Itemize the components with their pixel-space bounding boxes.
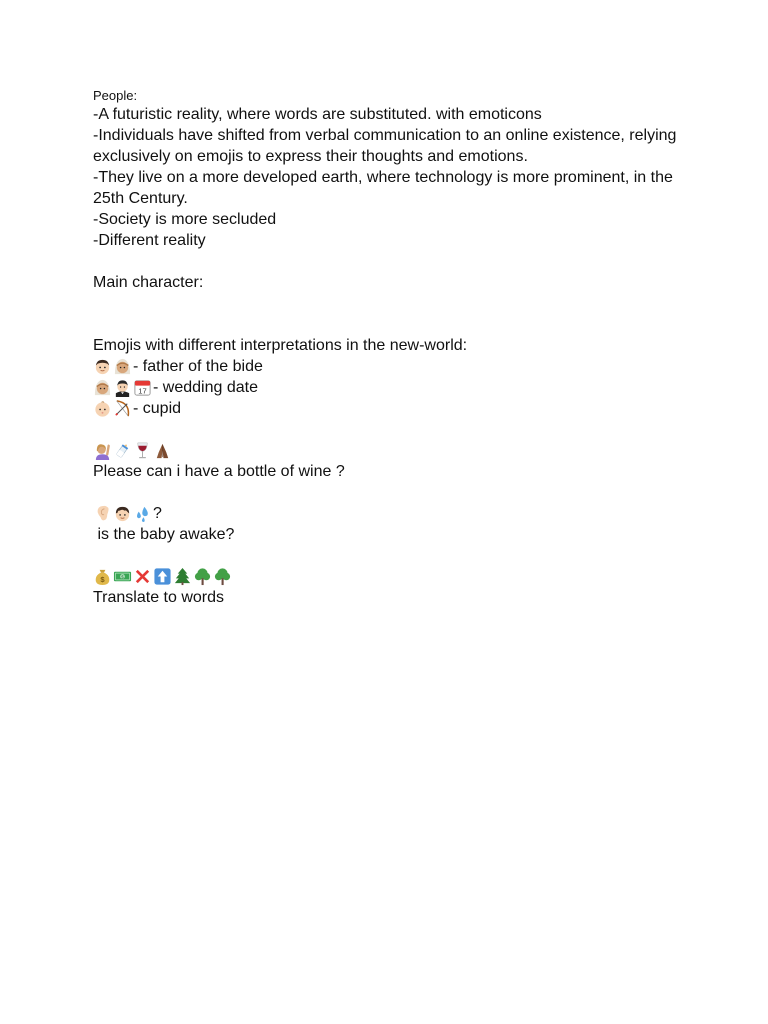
people-heading: People: [93, 88, 138, 103]
svg-text:$: $ [100, 575, 105, 585]
people-line-3: -They live on a more developed earth, where technology is more prominent, in the 25th Century. [93, 169, 673, 207]
emoji-row-father-of-bride [93, 356, 693, 377]
spacer [93, 314, 693, 335]
ear-icon [93, 504, 112, 523]
wine-glass-icon [133, 441, 152, 460]
person-in-tuxedo-icon [113, 378, 132, 397]
baby-icon [93, 399, 112, 418]
people-line-5: -Different reality [93, 232, 206, 249]
emoji-meaning: - father of the bide [133, 358, 263, 375]
deciduous-tree-icon [213, 567, 232, 586]
svg-text:$: $ [121, 575, 124, 581]
evergreen-tree-icon [173, 567, 192, 586]
emoji-meaning: - wedding date [153, 379, 258, 396]
example-1-translation: Please can i have a bottle of wine ? [93, 463, 345, 480]
people-line-1: -A futuristic reality, where words are substituted. with emoticons [93, 106, 542, 123]
up-arrow-icon [153, 567, 172, 586]
emoji-row-wedding-date [93, 377, 693, 398]
question-mark: ? [153, 505, 162, 522]
deciduous-tree-icon [193, 567, 212, 586]
folded-hands-icon [153, 441, 172, 460]
boy-icon [113, 504, 132, 523]
example-3-prompt: Translate to words [93, 589, 225, 606]
spacer [93, 293, 693, 314]
spacer [93, 545, 693, 566]
man-icon [93, 357, 112, 376]
example-2-emoji-row [93, 503, 693, 524]
document-page [93, 87, 693, 608]
emoji-row-cupid [93, 398, 693, 419]
svg-text:17: 17 [138, 386, 147, 396]
cross-mark-icon [133, 567, 152, 586]
sweat-droplets-icon [133, 504, 152, 523]
spacer [93, 482, 693, 503]
bride-with-veil-icon [93, 378, 112, 397]
emojis-heading: Emojis with different interpretations in the new-world: [93, 337, 468, 354]
main-character-label: Main character: [93, 274, 204, 291]
emoji-meaning: - cupid [133, 400, 182, 417]
bow-and-arrow-icon [113, 399, 132, 418]
calendar-icon [133, 378, 152, 397]
bride-with-veil-icon [113, 357, 132, 376]
dollar-banknote-icon [113, 567, 132, 586]
example-3-emoji-row [93, 566, 693, 587]
spacer [93, 419, 693, 440]
spacer [93, 251, 693, 272]
woman-raising-hand-icon [93, 441, 112, 460]
example-2-translation: is the baby awake? [93, 526, 235, 543]
example-1-emoji-row [93, 440, 693, 461]
people-line-4: -Society is more secluded [93, 211, 277, 228]
money-bag-icon [93, 567, 112, 586]
baby-bottle-icon [113, 441, 132, 460]
people-line-2: -Individuals have shifted from verbal communication to an online existence, relying exclusively on emojis to express their thoughts and emotions. [93, 127, 677, 165]
